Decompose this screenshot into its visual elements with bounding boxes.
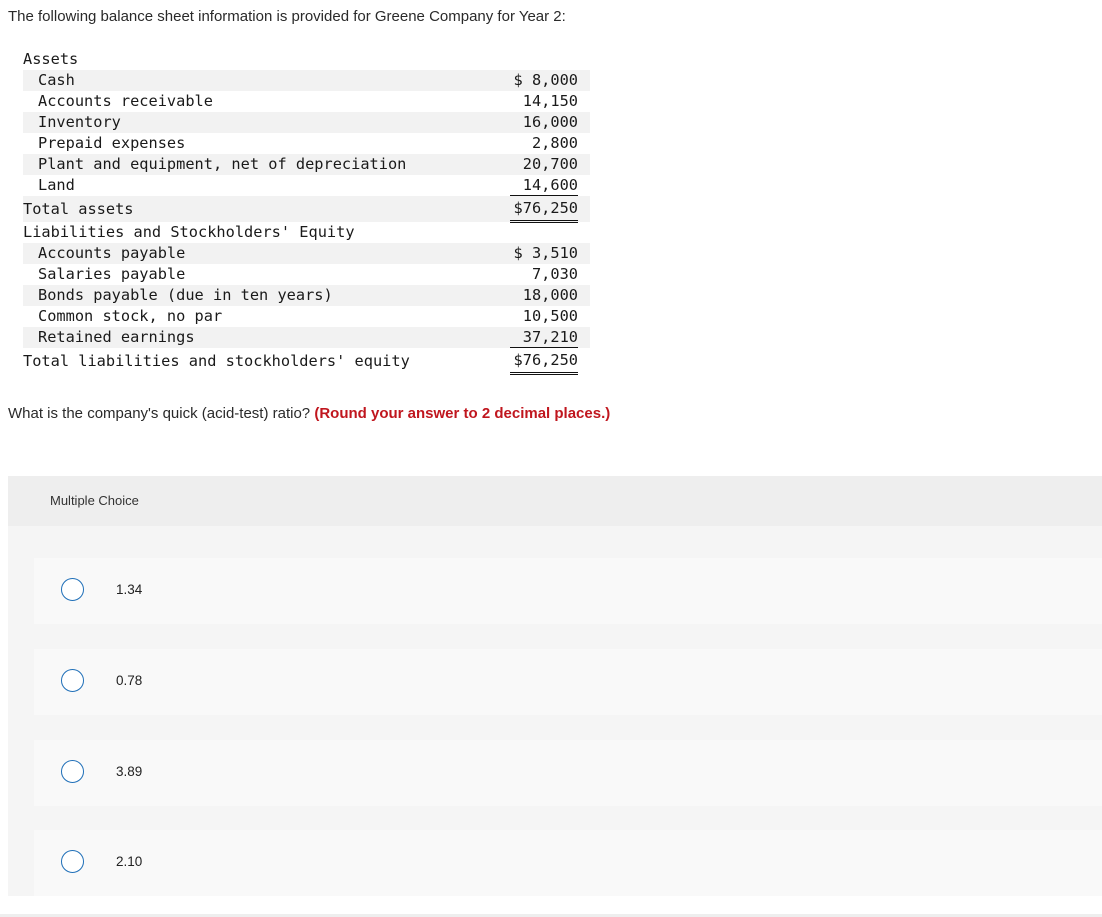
radio-button[interactable] <box>61 850 84 873</box>
assets-heading: Assets <box>23 50 79 68</box>
rounding-hint: (Round your answer to 2 decimal places.) <box>314 405 611 422</box>
liability-amount: 37,210 <box>510 327 578 348</box>
multiple-choice-title: Multiple Choice <box>50 493 139 508</box>
liability-amount: $ 3,510 <box>513 244 578 262</box>
choice-label: 0.78 <box>116 673 143 688</box>
total-liabilities-amount: $76,250 <box>510 348 578 375</box>
assets-heading-row <box>23 49 590 70</box>
liability-row <box>23 264 590 285</box>
liability-label: Retained earnings <box>38 328 195 346</box>
asset-row <box>23 91 590 112</box>
asset-label: Prepaid expenses <box>38 134 186 152</box>
liabilities-heading-row <box>23 222 590 243</box>
radio-button[interactable] <box>61 669 84 692</box>
liability-label: Bonds payable (due in ten years) <box>38 286 333 304</box>
total-assets-row <box>23 196 590 222</box>
choice-option[interactable] <box>34 740 1102 806</box>
liability-label: Common stock, no par <box>38 307 223 325</box>
liability-row <box>23 285 590 306</box>
asset-amount: 2,800 <box>531 134 578 152</box>
total-assets-label: Total assets <box>23 200 134 218</box>
asset-label: Accounts receivable <box>38 92 213 110</box>
total-liabilities-row <box>23 348 590 374</box>
asset-amount: 14,150 <box>522 92 578 110</box>
liability-row <box>23 306 590 327</box>
total-liabilities-label: Total liabilities and stockholders' equity <box>23 352 410 370</box>
asset-amount: $ 8,000 <box>513 71 578 89</box>
problem-intro: The following balance sheet information is provided for Greene Company for Year 2: <box>8 8 566 25</box>
question-prompt <box>8 404 610 424</box>
choice-label: 3.89 <box>116 764 143 779</box>
asset-row <box>23 154 590 175</box>
asset-label: Plant and equipment, net of depreciation <box>38 155 407 173</box>
asset-label: Cash <box>38 71 75 89</box>
choice-label: 2.10 <box>116 854 143 869</box>
asset-row <box>23 70 590 91</box>
liability-label: Salaries payable <box>38 265 186 283</box>
choice-option[interactable] <box>34 558 1102 624</box>
liabilities-heading: Liabilities and Stockholders' Equity <box>23 223 355 241</box>
choice-option[interactable] <box>34 830 1102 896</box>
asset-amount: 20,700 <box>522 155 578 173</box>
asset-row <box>23 112 590 133</box>
liability-label: Accounts payable <box>38 244 186 262</box>
choice-label: 1.34 <box>116 582 143 597</box>
liability-row <box>23 243 590 264</box>
multiple-choice-panel <box>8 476 1102 896</box>
radio-button[interactable] <box>61 760 84 783</box>
balance-sheet <box>23 49 590 374</box>
asset-label: Inventory <box>38 113 121 131</box>
asset-amount: 14,600 <box>510 175 578 196</box>
liability-row <box>23 327 590 348</box>
choice-option[interactable] <box>34 649 1102 715</box>
radio-button[interactable] <box>61 578 84 601</box>
multiple-choice-header <box>8 476 1102 526</box>
asset-amount: 16,000 <box>522 113 578 131</box>
asset-row <box>23 175 590 196</box>
liability-amount: 18,000 <box>522 286 578 304</box>
liability-amount: 7,030 <box>531 265 578 283</box>
asset-label: Land <box>38 176 75 194</box>
total-assets-amount: $76,250 <box>510 196 578 223</box>
liability-amount: 10,500 <box>522 307 578 325</box>
asset-row <box>23 133 590 154</box>
question-text: What is the company's quick (acid-test) ratio? <box>8 405 311 422</box>
